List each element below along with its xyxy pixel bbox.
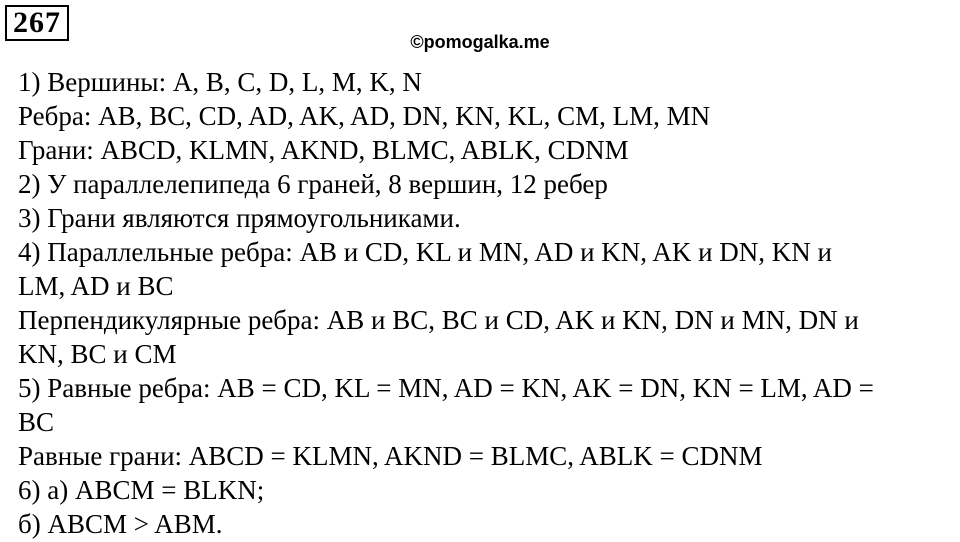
solution-line: б) ABCM > ABM. [18, 509, 223, 539]
solution-line: Перпендикулярные ребра: AB и BC, BC и CD, AK и KN, DN и MN, DN и [18, 305, 859, 335]
problem-number: 267 [5, 5, 69, 41]
solution-line: 2) У параллелепипеда 6 граней, 8 вершин, 12 ребер [18, 169, 608, 199]
solution-line: Ребра: AB, BC, CD, AD, AK, AD, DN, KN, KL, CM, LM, MN [18, 101, 711, 131]
watermark: ©pomogalka.me [410, 32, 550, 52]
solution-line: 1) Вершины: A, B, C, D, L, M, K, N [18, 67, 422, 97]
solution-line: Грани: ABCD, KLMN, AKND, BLMC, ABLK, CDNM [18, 135, 629, 165]
solution-line: BC [18, 407, 55, 437]
solution-text [18, 65, 954, 541]
solution-line: 5) Равные ребра: AB = CD, KL = MN, AD = KN, AK = DN, KN = LM, AD = [18, 373, 874, 403]
solution-line: LM, AD и BC [18, 271, 174, 301]
solution-line: KN, BC и CM [18, 339, 177, 369]
solution-line: 4) Параллельные ребра: AB и CD, KL и MN, AD и KN, AK и DN, KN и [18, 237, 832, 267]
solution-line: Равные грани: ABCD = KLMN, AKND = BLMC, ABLK = CDNM [18, 441, 763, 471]
solution-line: 6) а) ABCM = BLKN; [18, 475, 265, 505]
solution-line: 3) Грани являются прямоугольниками. [18, 203, 461, 233]
